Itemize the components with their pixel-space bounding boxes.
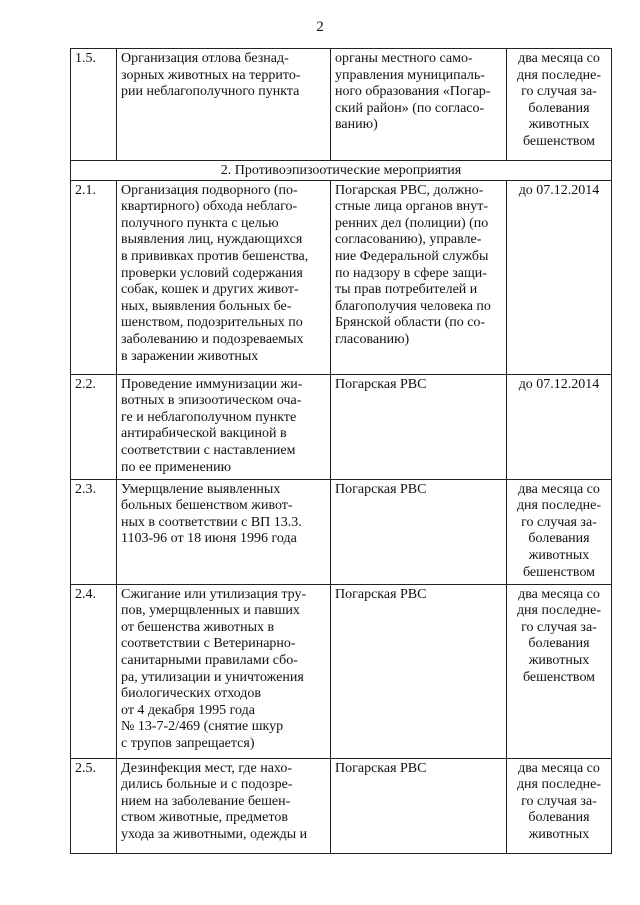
section-title: 2. Противоэпизоотические мероприятия bbox=[71, 161, 612, 181]
measures-table bbox=[70, 48, 612, 854]
responsible-party: Погарская РВС bbox=[331, 374, 507, 479]
row-number: 2.5. bbox=[71, 758, 117, 853]
measure-description: Дезинфекция мест, где нахо- дились больные и с подозре- нием на заболевание бешен- ством животные, предметов ухода за животными, одежды и bbox=[117, 758, 331, 853]
table-row bbox=[71, 584, 612, 758]
row-number: 2.2. bbox=[71, 374, 117, 479]
deadline: два месяца со дня последне- го случая за- болевания животных бешенством bbox=[507, 49, 612, 161]
table-row bbox=[71, 374, 612, 479]
deadline: два месяца со дня последне- го случая за- болевания животных бешенством bbox=[507, 584, 612, 758]
row-number: 2.4. bbox=[71, 584, 117, 758]
measure-description: Организация отлова безнад- зорных животных на террито- рии неблагополучного пункта bbox=[117, 49, 331, 161]
section-row bbox=[71, 161, 612, 181]
deadline: до 07.12.2014 bbox=[507, 180, 612, 374]
responsible-party: органы местного само- управления муниципаль- ного образования «Погар- ский район» (по согласо- ванию) bbox=[331, 49, 507, 161]
table-row bbox=[71, 180, 612, 374]
row-number: 2.1. bbox=[71, 180, 117, 374]
table-row bbox=[71, 49, 612, 161]
responsible-party: Погарская РВС bbox=[331, 479, 507, 584]
measure-description: Проведение иммунизации жи- вотных в эпизоотическом оча- ге и неблагополучном пункте антирабической вакциной в соответствии с наставлением по ее применению bbox=[117, 374, 331, 479]
deadline: два месяца со дня последне- го случая за- болевания животных bbox=[507, 758, 612, 853]
row-number: 1.5. bbox=[71, 49, 117, 161]
table-row bbox=[71, 758, 612, 853]
row-number: 2.3. bbox=[71, 479, 117, 584]
responsible-party: Погарская РВС bbox=[331, 584, 507, 758]
deadline: два месяца со дня последне- го случая за- болевания животных бешенством bbox=[507, 479, 612, 584]
table-row bbox=[71, 479, 612, 584]
measure-description: Сжигание или утилизация тру- пов, умерщвленных и павших от бешенства животных в соответствии с Ветеринарно- санитарными правилами сбо- ра, утилизации и уничтожения биологических отходов от 4 декабря 1995 года № 13-7-2/469 (снятие шкур с трупов запрещается) bbox=[117, 584, 331, 758]
measure-description: Умерщвление выявленных больных бешенством живот- ных в соответствии с ВП 13.3. 1103-96 от 18 июня 1996 года bbox=[117, 479, 331, 584]
responsible-party: Погарская РВС bbox=[331, 758, 507, 853]
deadline: до 07.12.2014 bbox=[507, 374, 612, 479]
responsible-party: Погарская РВС, должно- стные лица органов внут- ренних дел (полиции) (по согласованию), управле- ние Федеральной службы по надзору в сфере защи- ты прав потребителей и благополучия человека по Брянской области (по со- гласованию) bbox=[331, 180, 507, 374]
page-number: 2 bbox=[316, 19, 324, 35]
measure-description: Организация подворного (по- квартирного) обхода неблаго- получного пункта с целью выявления лиц, нуждающихся в прививках против бешенства, проверки условий содержания собак, кошек и других живот- ных, выявления больных бе- шенством, подозрительных по заболеванию и подозреваемых в заражении животных bbox=[117, 180, 331, 374]
